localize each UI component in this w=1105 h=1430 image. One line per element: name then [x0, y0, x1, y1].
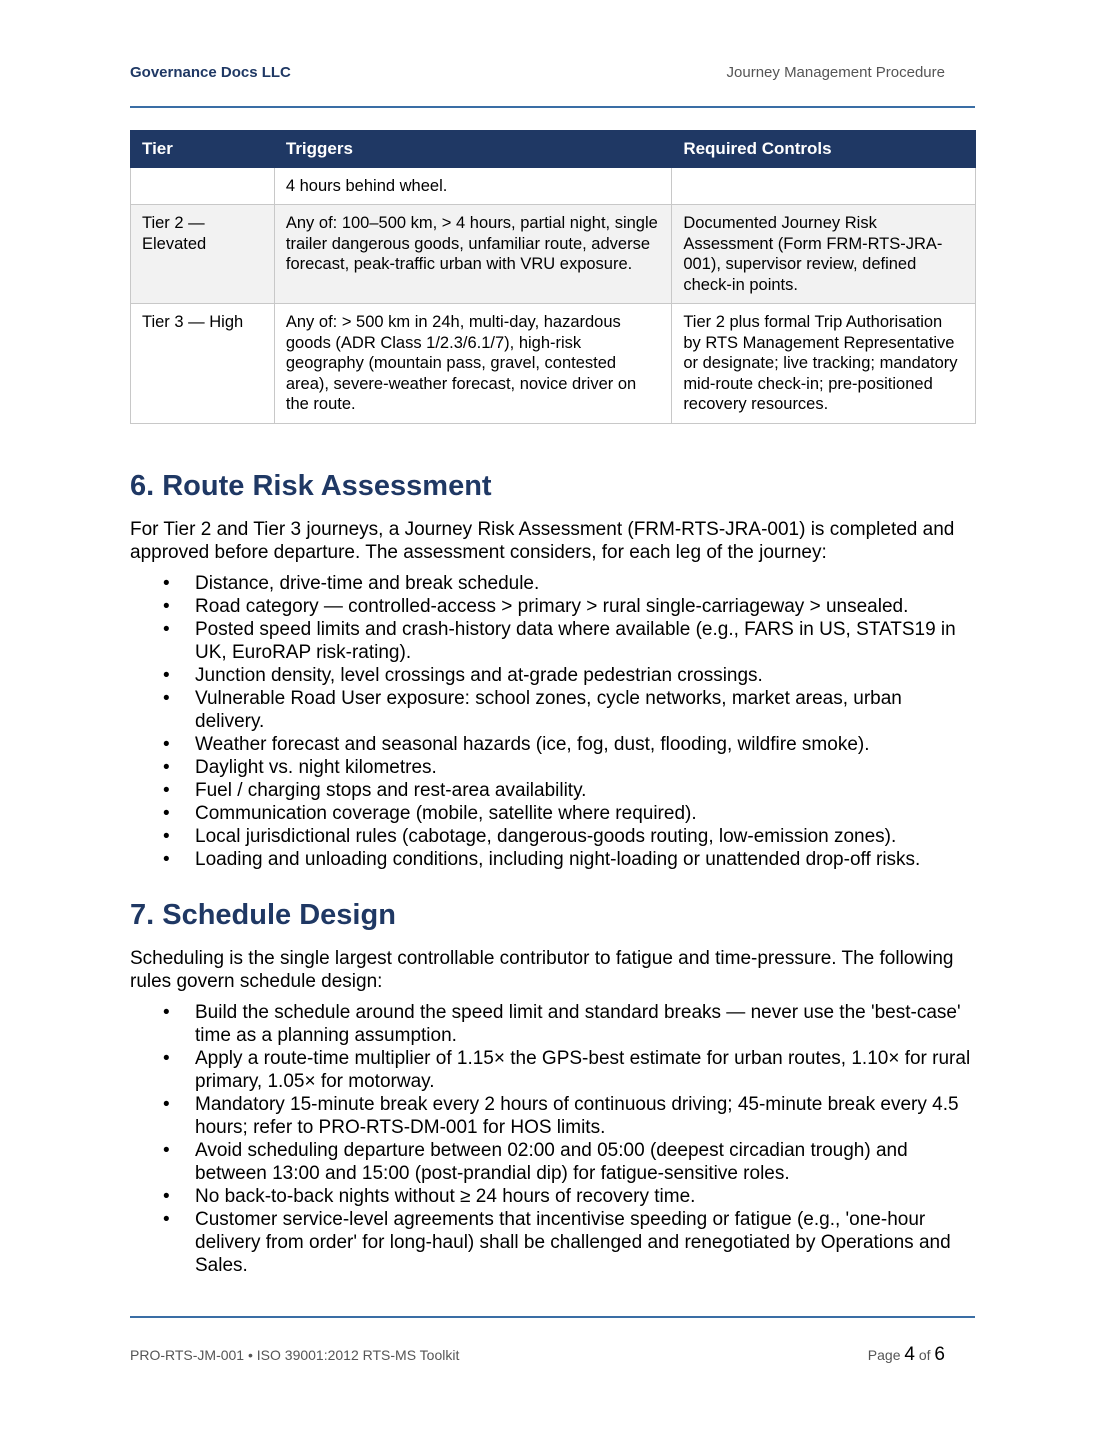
list-item-text: Junction density, level crossings and at-grade pedestrian crossings.	[195, 665, 763, 686]
bullet-list	[130, 1001, 976, 1277]
bullet-icon: •	[163, 780, 170, 801]
footer-reference: PRO-RTS-JM-001 • ISO 39001:2012 RTS-MS Toolkit	[130, 1347, 460, 1363]
section-schedule-design	[130, 895, 976, 1277]
header-divider	[130, 106, 975, 108]
list-item-text: Vulnerable Road User exposure: school zones, cycle networks, market areas, urban delivery.	[195, 688, 902, 732]
bullet-icon: •	[163, 1048, 170, 1069]
section-heading: 6. Route Risk Assessment	[130, 470, 492, 502]
bullet-icon: •	[163, 573, 170, 594]
page-header	[130, 64, 945, 81]
list-item-text: Avoid scheduling departure between 02:00 and 05:00 (deepest circadian trough) and between 13:00 and 15:00 (post-prandial dip) for fatigue-sensitive roles.	[195, 1140, 908, 1184]
page-indicator	[868, 1344, 945, 1366]
table-header-row	[131, 131, 976, 168]
list-item-text: Fuel / charging stops and rest-area availability.	[195, 780, 587, 801]
list-item	[130, 779, 976, 802]
page-label: Page	[867, 1347, 901, 1363]
bullet-icon: •	[163, 849, 170, 870]
list-item	[130, 572, 976, 595]
column-header-triggers: Triggers	[274, 131, 671, 168]
bullet-icon: •	[163, 734, 170, 755]
column-header-controls: Required Controls	[672, 131, 976, 168]
tier-cell: Tier 2 — Elevated	[131, 205, 275, 304]
bullet-icon: •	[163, 757, 170, 778]
list-item-text: Distance, drive-time and break schedule.	[195, 573, 540, 594]
bullet-icon: •	[163, 1186, 170, 1207]
list-item	[130, 618, 976, 664]
controls-cell: Tier 2 plus formal Trip Authorisation by RTS Management Representative or designate; live tracking; mandatory mid-route check-in; pre-positioned recovery resources.	[672, 304, 976, 424]
list-item-text: Road category — controlled-access > primary > rural single-carriageway > unsealed.	[195, 596, 909, 617]
bullet-icon: •	[163, 1140, 170, 1161]
bullet-icon: •	[163, 665, 170, 686]
list-item	[130, 1047, 976, 1093]
list-item-text: Apply a route-time multiplier of 1.15× the GPS-best estimate for urban routes, 1.10× for rural primary, 1.05× for motorway.	[195, 1048, 971, 1092]
triggers-cell: 4 hours behind wheel.	[274, 167, 671, 205]
list-item-text: Daylight vs. night kilometres.	[195, 757, 437, 778]
section-intro: For Tier 2 and Tier 3 journeys, a Journey Risk Assessment (FRM-RTS-JRA-001) is completed and approved before departure. The assessment considers, for each leg of the journey:	[130, 519, 955, 563]
list-item-text: Customer service-level agreements that incentivise speeding or fatigue (e.g., 'one-hour delivery from order' for long-haul) shall be challenged and renegotiated by Operations and Sales.	[195, 1209, 951, 1276]
triggers-cell: Any of: 100–500 km, > 4 hours, partial night, single trailer dangerous goods, unfamiliar route, adverse forecast, peak-traffic urban with VRU exposure.	[274, 205, 671, 304]
list-item-text: Posted speed limits and crash-history data where available (e.g., FARS in US, STATS19 in UK, EuroRAP risk-rating).	[195, 619, 956, 663]
list-item-text: Local jurisdictional rules (cabotage, dangerous-goods routing, low-emission zones).	[195, 826, 897, 847]
tier-cell: Tier 3 — High	[131, 304, 275, 424]
list-item	[130, 1139, 976, 1185]
list-item	[130, 733, 976, 756]
bullet-icon: •	[163, 1094, 170, 1115]
section-intro: Scheduling is the single largest controllable contributor to fatigue and time-pressure. The following rules govern schedule design:	[130, 948, 954, 992]
list-item-text: Loading and unloading conditions, including night-loading or unattended drop-off risks.	[195, 849, 921, 870]
list-item	[130, 664, 976, 687]
main-content	[130, 466, 976, 1277]
bullet-icon: •	[163, 688, 170, 709]
list-item	[130, 848, 976, 871]
list-item	[130, 595, 976, 618]
footer-divider	[130, 1316, 975, 1318]
bullet-icon: •	[163, 1002, 170, 1023]
list-item-text: Build the schedule around the speed limit and standard breaks — never use the 'best-case' time as a planning assumption.	[195, 1002, 961, 1046]
list-item-text: Communication coverage (mobile, satellite where required).	[195, 803, 697, 824]
bullet-icon: •	[163, 826, 170, 847]
page-footer	[130, 1344, 945, 1366]
list-item	[130, 802, 976, 825]
list-item-text: Mandatory 15-minute break every 2 hours of continuous driving; 45-minute break every 4.5 hours; refer to PRO-RTS-DM-001 for HOS limits.	[195, 1094, 959, 1138]
document-title: Journey Management Procedure	[726, 64, 945, 81]
list-item	[130, 1093, 976, 1139]
column-header-tier: Tier	[131, 131, 275, 168]
list-item-text: No back-to-back nights without ≥ 24 hours of recovery time.	[195, 1186, 696, 1207]
table-row	[131, 167, 976, 205]
list-item	[130, 756, 976, 779]
section-heading: 7. Schedule Design	[130, 899, 396, 931]
list-item	[130, 1001, 976, 1047]
list-item	[130, 825, 976, 848]
list-item	[130, 687, 976, 733]
page-current: 4	[904, 1344, 915, 1365]
bullet-icon: •	[163, 803, 170, 824]
tier-cell	[131, 167, 275, 205]
bullet-icon: •	[163, 596, 170, 617]
list-item-text: Weather forecast and seasonal hazards (ice, fog, dust, flooding, wildfire smoke).	[195, 734, 870, 755]
table-row	[131, 205, 976, 304]
bullet-icon: •	[163, 619, 170, 640]
list-item	[130, 1185, 976, 1208]
bullet-icon: •	[163, 1209, 170, 1230]
controls-cell	[672, 167, 976, 205]
company-name: Governance Docs LLC	[130, 64, 291, 81]
controls-cell: Documented Journey Risk Assessment (Form FRM-RTS-JRA-001), supervisor review, defined check-in points.	[672, 205, 976, 304]
list-item	[130, 1208, 976, 1277]
triggers-cell: Any of: > 500 km in 24h, multi-day, hazardous goods (ADR Class 1/2.3/6.1/7), high-risk geography (mountain pass, gravel, contested area), severe-weather forecast, novice driver on the route.	[274, 304, 671, 424]
bullet-list	[130, 572, 976, 871]
page-of-label: of	[918, 1347, 931, 1363]
section-route-risk	[130, 466, 976, 871]
table-row	[131, 304, 976, 424]
tier-table	[130, 130, 976, 424]
page-total: 6	[934, 1344, 945, 1365]
